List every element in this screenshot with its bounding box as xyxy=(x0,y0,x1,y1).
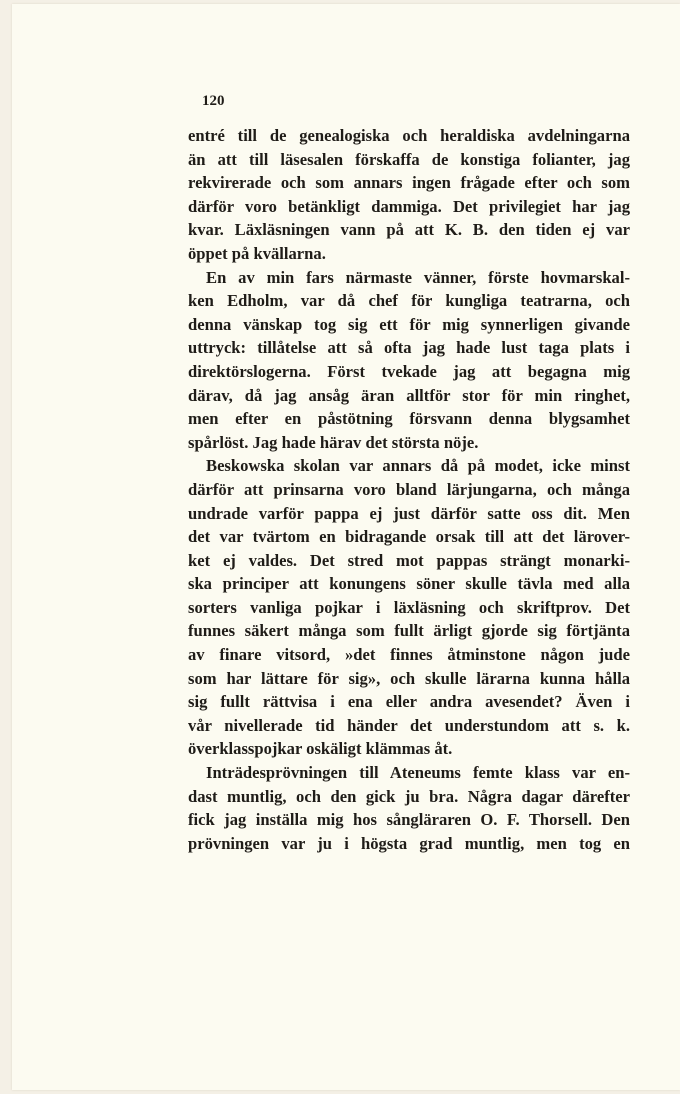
page-number: 120 xyxy=(202,93,225,109)
text-line: entré till de genealogiska och heraldiska avdelningarna xyxy=(188,126,630,145)
text-line: prövningen var ju i högsta grad muntlig, men tog en xyxy=(188,833,630,853)
text-line: rekvirerade och som annars ingen frågade efter och som xyxy=(188,173,630,193)
text-line: denna vänskap tog sig ett för mig synnerligen givande xyxy=(188,314,630,334)
text-line: men efter en påstötning försvann denna blygsamhet xyxy=(188,409,630,429)
text-line: uttryck: tillåtelse att så ofta jag hade lust taga plats i xyxy=(188,338,630,358)
text-line: än att till läsesalen förskaffa de konstiga folianter, jag xyxy=(188,149,630,169)
text-line: ken Edholm, var då chef för kungliga teatrarna, och xyxy=(188,291,630,311)
text-line: En av min fars närmaste vänner, förste hovmarskal- xyxy=(206,267,630,287)
text-line: kvar. Läxläsningen vann på att K. B. den tiden ej var xyxy=(188,220,630,240)
text-line: ket ej valdes. Det stred mot pappas strängt monarki- xyxy=(188,550,630,570)
text-line: som har lättare för sig», och skulle lärarna kunna hålla xyxy=(188,668,630,688)
book-page xyxy=(12,4,680,1090)
text-line: fick jag inställa mig hos sångläraren O. F. Thorsell. Den xyxy=(188,810,630,830)
text-line: sig fullt rättvisa i ena eller andra avesendet? Även i xyxy=(188,692,630,712)
text-line: av finare vitsord, »det finnes åtminstone någon jude xyxy=(188,645,630,665)
text-line: spårlöst. Jag hade härav det största nöje. xyxy=(188,432,479,452)
body-text xyxy=(188,124,630,855)
text-line: därav, då jag ansåg äran alltför stor för min ringhet, xyxy=(188,385,630,405)
text-line: Beskowska skolan var annars då på modet, icke minst xyxy=(206,456,630,476)
text-line: sorters vanliga pojkar i läxläsning och skriftprov. Det xyxy=(188,597,630,617)
text-line: öppet på kvällarna. xyxy=(188,243,326,263)
text-line: därför att prinsarna voro bland lärjungarna, och många xyxy=(188,479,630,499)
text-line: överklasspojkar oskäligt klämmas åt. xyxy=(188,739,453,759)
text-line: direktörslogerna. Först tvekade jag att begagna mig xyxy=(188,361,630,381)
text-line: dast muntlig, och den gick ju bra. Några dagar därefter xyxy=(188,786,630,806)
text-line: Inträdesprövningen till Ateneums femte klass var en- xyxy=(206,763,630,783)
text-line: ska principer att konungens söner skulle tävla med alla xyxy=(188,574,630,594)
text-line: undrade varför pappa ej just därför satte oss dit. Men xyxy=(188,503,630,523)
text-line: funnes säkert många som fullt ärligt gjorde sig förtjänta xyxy=(188,621,630,641)
text-line: vår nivellerade tid händer det understundom att s. k. xyxy=(188,715,630,735)
text-line: det var tvärtom en bidragande orsak till att det lärover- xyxy=(188,527,630,547)
text-line: därför voro betänkligt dammiga. Det privilegiet har jag xyxy=(188,196,630,216)
